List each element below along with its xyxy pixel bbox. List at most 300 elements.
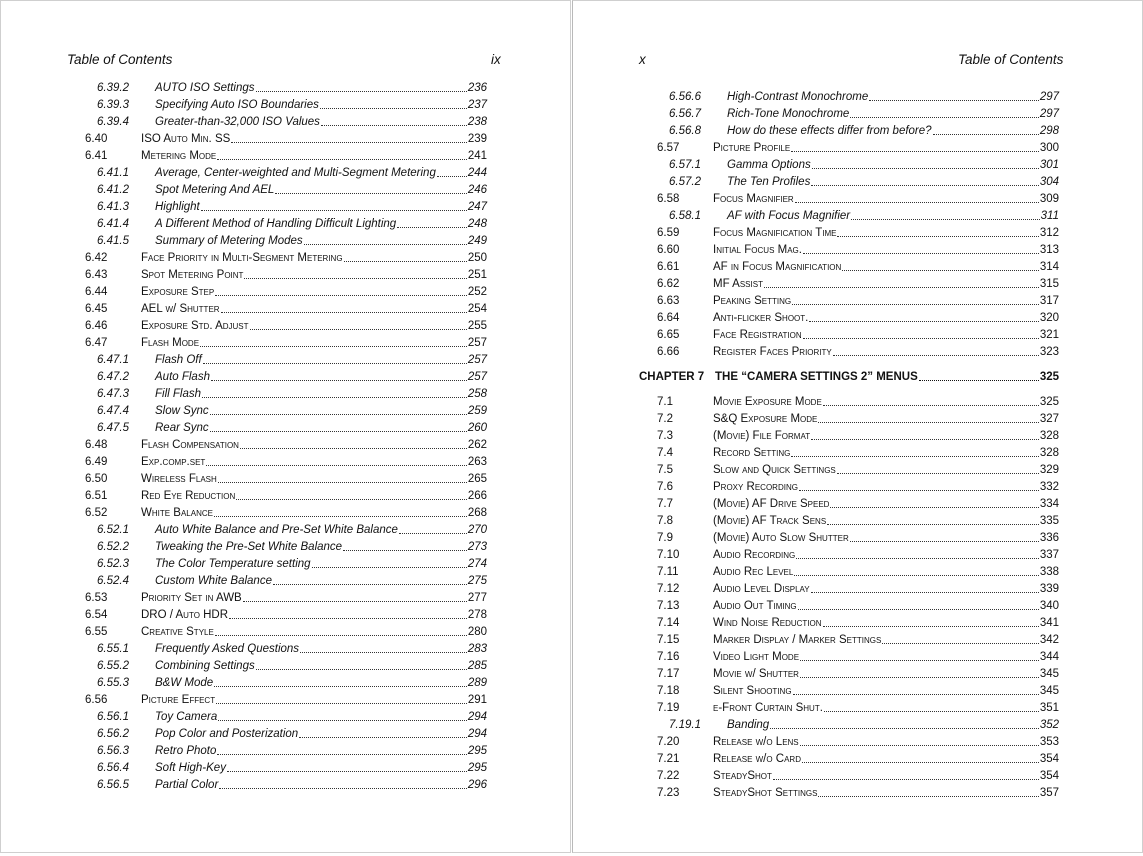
leader-dots — [399, 519, 467, 534]
toc-entry-title: AUTO ISO Settings — [155, 82, 255, 94]
toc-entry-title: Gamma Options — [727, 159, 811, 171]
toc-entry-number: 6.41.2 — [97, 184, 129, 196]
toc-entry-page: 309 — [1039, 193, 1059, 205]
toc-entry-page: 354 — [1039, 770, 1059, 782]
toc-entry-page: 298 — [1039, 125, 1059, 137]
toc-entry — [657, 783, 1059, 800]
toc-entry-title: Release w/o Lens — [713, 736, 799, 748]
toc-entry-title: Banding — [727, 719, 770, 731]
leader-dots — [203, 349, 467, 364]
leader-dots — [244, 264, 466, 279]
toc-entry-page: 351 — [1039, 702, 1059, 714]
leader-dots — [795, 188, 1039, 203]
toc-entry-page: 275 — [467, 575, 487, 587]
leader-dots — [218, 706, 467, 721]
leader-dots — [869, 86, 1039, 101]
toc-entry-number: 7.4 — [657, 447, 673, 459]
toc-entry-page: 248 — [467, 218, 487, 230]
toc-entry-page: 296 — [467, 779, 487, 791]
toc-entry — [657, 732, 1059, 749]
toc-entry-page: 238 — [467, 116, 487, 128]
toc-entry — [657, 223, 1059, 240]
toc-entry-page: 325 — [1039, 396, 1059, 408]
toc-entry-title: (Movie) Auto Slow Shutter — [713, 532, 849, 544]
leader-dots — [240, 434, 467, 449]
toc-entry-page: 289 — [467, 677, 487, 689]
toc-entry-number: 6.56.8 — [669, 125, 701, 137]
toc-entry-number: 6.52.2 — [97, 541, 129, 553]
toc-entry-number: 6.54 — [85, 609, 108, 621]
toc-entry — [669, 715, 1059, 732]
toc-entry — [657, 308, 1059, 325]
toc-entry-page: 335 — [1039, 515, 1059, 527]
toc-entry — [657, 681, 1059, 698]
leader-dots — [320, 94, 467, 109]
toc-entry — [97, 520, 487, 537]
toc-entry — [85, 265, 487, 282]
toc-entry — [657, 189, 1059, 206]
toc-entry — [85, 299, 487, 316]
toc-entry-title: B&W Mode — [155, 677, 214, 689]
toc-entry-page: 260 — [467, 422, 487, 434]
toc-entry-title: Toy Camera — [155, 711, 218, 723]
leader-dots — [231, 128, 467, 143]
toc-entry — [657, 630, 1059, 647]
leader-dots — [321, 111, 467, 126]
toc-entry-number: 6.47.1 — [97, 354, 129, 366]
toc-entry-number: 7.14 — [657, 617, 680, 629]
leader-dots — [243, 587, 467, 602]
toc-entry — [657, 240, 1059, 257]
toc-entry-number: 7.16 — [657, 651, 680, 663]
toc-entry-page: 295 — [467, 745, 487, 757]
toc-entry-number: 6.41.1 — [97, 167, 129, 179]
leader-dots — [764, 273, 1039, 288]
leader-dots — [882, 629, 1038, 644]
left-page — [0, 0, 571, 853]
toc-entry-number: 6.57.2 — [669, 176, 701, 188]
leader-dots — [799, 476, 1039, 491]
toc-entry — [85, 503, 487, 520]
toc-entry-page: 294 — [467, 711, 487, 723]
leader-dots — [256, 655, 467, 670]
toc-entry-page: 263 — [467, 456, 487, 468]
toc-entry-number: 7.10 — [657, 549, 680, 561]
leader-dots — [210, 417, 467, 432]
leader-dots — [842, 256, 1039, 271]
leader-dots — [437, 162, 467, 177]
toc-entry-number: 6.41 — [85, 150, 108, 162]
toc-entry-page: 320 — [1039, 312, 1059, 324]
toc-entry-title: Partial Color — [155, 779, 219, 791]
leader-dots — [250, 315, 467, 330]
toc-entry-title: Frequently Asked Questions — [155, 643, 300, 655]
toc-entry-title: Spot Metering And AEL — [155, 184, 275, 196]
toc-entry — [97, 707, 487, 724]
toc-entry-title: The Ten Profiles — [727, 176, 811, 188]
toc-entry-page: 323 — [1039, 346, 1059, 358]
leader-dots — [824, 697, 1039, 712]
toc-entry-title: Flash Mode — [141, 337, 200, 349]
leader-dots — [773, 765, 1039, 780]
toc-entry-page: 297 — [1039, 108, 1059, 120]
toc-entry-number: 7.5 — [657, 464, 673, 476]
right-page-number: x — [639, 52, 646, 67]
leader-dots — [791, 442, 1038, 457]
toc-entry-number: 6.48 — [85, 439, 108, 451]
toc-entry — [97, 197, 487, 214]
toc-entry-title: Initial Focus Mag. — [713, 244, 802, 256]
toc-entry — [85, 333, 487, 350]
toc-entry-number: 6.47.3 — [97, 388, 129, 400]
toc-entry — [657, 426, 1059, 443]
toc-entry — [85, 452, 487, 469]
toc-entry-title: Pop Color and Posterization — [155, 728, 299, 740]
toc-entry — [85, 588, 487, 605]
toc-entry — [97, 367, 487, 384]
toc-entry-page: 247 — [467, 201, 487, 213]
toc-entry — [669, 104, 1059, 121]
toc-entry — [657, 647, 1059, 664]
leader-dots — [210, 400, 467, 415]
toc-entry-title: MF Assist — [713, 278, 763, 290]
toc-entry-number: 6.47.2 — [97, 371, 129, 383]
toc-entry-number: 7.2 — [657, 413, 673, 425]
toc-entry-page: 317 — [1039, 295, 1059, 307]
leader-dots — [236, 485, 467, 500]
toc-entry-number: 6.47.4 — [97, 405, 129, 417]
toc-entry-page: 236 — [467, 82, 487, 94]
toc-entry — [97, 724, 487, 741]
toc-entry-title: (Movie) File Format — [713, 430, 811, 442]
toc-entry-page: 329 — [1039, 464, 1059, 476]
toc-entry-number: 6.65 — [657, 329, 680, 341]
toc-entry-title: Exposure Step — [141, 286, 215, 298]
leader-dots — [216, 689, 467, 704]
toc-entry — [657, 528, 1059, 545]
toc-entry-page: 313 — [1039, 244, 1059, 256]
toc-entry-title: Flash Off — [155, 354, 202, 366]
toc-entry-title: Picture Effect — [141, 694, 216, 706]
toc-entry-title: Spot Metering Point — [141, 269, 244, 281]
toc-entry-number: 7.17 — [657, 668, 680, 680]
toc-entry — [97, 418, 487, 435]
toc-entry — [657, 766, 1059, 783]
toc-entry-number: 6.58 — [657, 193, 680, 205]
leader-dots — [343, 536, 467, 551]
toc-entry-number: 6.50 — [85, 473, 108, 485]
toc-entry-number: 6.52.1 — [97, 524, 129, 536]
toc-entry-page: 354 — [1039, 753, 1059, 765]
toc-entry-page: 268 — [467, 507, 487, 519]
toc-entry-page: 270 — [467, 524, 487, 536]
toc-entry-page: 357 — [1039, 787, 1059, 799]
toc-entry-page: 280 — [467, 626, 487, 638]
toc-entry-page: 273 — [467, 541, 487, 553]
toc-entry — [657, 545, 1059, 562]
leader-dots — [202, 383, 467, 398]
toc-entry-page: 342 — [1039, 634, 1059, 646]
toc-entry-page: 239 — [467, 133, 487, 145]
leader-dots — [200, 332, 467, 347]
toc-entry-page: 250 — [467, 252, 487, 264]
leader-dots — [833, 341, 1039, 356]
toc-entry — [97, 554, 487, 571]
toc-entry — [97, 639, 487, 656]
right-page — [572, 0, 1143, 853]
toc-entry — [657, 460, 1059, 477]
toc-entry-title: SteadyShot — [713, 770, 772, 782]
toc-entry — [669, 155, 1059, 172]
toc-entry — [97, 571, 487, 588]
toc-entry-title: Flash Compensation — [141, 439, 239, 451]
toc-entry-number: 6.56 — [85, 694, 108, 706]
toc-entry — [85, 469, 487, 486]
toc-entry-page: 237 — [467, 99, 487, 111]
leader-dots — [837, 459, 1039, 474]
toc-entry-title: Focus Magnifier — [713, 193, 794, 205]
toc-entry-page: 277 — [467, 592, 487, 604]
toc-entry-title: Peaking Setting — [713, 295, 792, 307]
toc-entry-title: Register Faces Priority — [713, 346, 832, 358]
leader-dots — [206, 451, 467, 466]
toc-entry — [657, 613, 1059, 630]
toc-entry-title: Face Registration — [713, 329, 802, 341]
toc-entry-number: 6.47.5 — [97, 422, 129, 434]
toc-entry-number: CHAPTER 7 — [639, 371, 705, 383]
toc-entry-number: 6.63 — [657, 295, 680, 307]
toc-entry-page: 338 — [1039, 566, 1059, 578]
toc-entry-title: Anti-flicker Shoot. — [713, 312, 809, 324]
toc-entry-title: Combining Settings — [155, 660, 255, 672]
toc-entry-title: Greater-than-32,000 ISO Values — [155, 116, 320, 128]
toc-entry-title: Audio Level Display — [713, 583, 810, 595]
toc-entry-title: White Balance — [141, 507, 213, 519]
leader-dots — [809, 307, 1038, 322]
toc-entry-title: Wind Noise Reduction — [713, 617, 822, 629]
toc-entry-page: 341 — [1039, 617, 1059, 629]
toc-entry — [657, 409, 1059, 426]
toc-entry-number: 6.59 — [657, 227, 680, 239]
toc-entry-number: 6.57 — [657, 142, 680, 154]
toc-entry-title: The Color Temperature setting — [155, 558, 311, 570]
toc-entry-page: 266 — [467, 490, 487, 502]
toc-entry — [657, 511, 1059, 528]
toc-entry-number: 6.39.2 — [97, 82, 129, 94]
toc-entry-title: Record Setting — [713, 447, 791, 459]
toc-entry-title: Picture Profile — [713, 142, 791, 154]
toc-entry — [97, 384, 487, 401]
toc-entry-page: 339 — [1039, 583, 1059, 595]
toc-entry-number: 6.51 — [85, 490, 108, 502]
leader-dots — [811, 425, 1039, 440]
toc-entry-number: 7.23 — [657, 787, 680, 799]
right-header-title: Table of Contents — [958, 52, 1064, 67]
toc-entry — [97, 231, 487, 248]
toc-entry-title: Average, Center-weighted and Multi-Segment Metering — [155, 167, 436, 179]
leader-dots — [850, 103, 1039, 118]
leader-dots — [827, 510, 1039, 525]
toc-entry-page: 244 — [467, 167, 487, 179]
toc-entry-number: 6.55.2 — [97, 660, 129, 672]
toc-entry-number: 6.56.3 — [97, 745, 129, 757]
toc-entry-page: 321 — [1039, 329, 1059, 341]
leader-dots — [818, 782, 1038, 797]
leader-dots — [803, 239, 1039, 254]
toc-entry-title: SteadyShot Settings — [713, 787, 818, 799]
toc-entry-title: Movie Exposure Mode — [713, 396, 822, 408]
toc-entry — [657, 698, 1059, 715]
toc-entry-title: Wireless Flash — [141, 473, 217, 485]
toc-entry-page: 315 — [1039, 278, 1059, 290]
toc-entry-title: Audio Out Timing — [713, 600, 797, 612]
toc-entry-title: THE “CAMERA SETTINGS 2” MENUS — [715, 371, 918, 383]
toc-entry-number: 7.8 — [657, 515, 673, 527]
leader-dots — [823, 612, 1039, 627]
leader-dots — [791, 137, 1039, 152]
leader-dots — [201, 196, 467, 211]
toc-entry-page: 340 — [1039, 600, 1059, 612]
toc-entry-title: Fill Flash — [155, 388, 202, 400]
toc-entry-page: 274 — [467, 558, 487, 570]
toc-entry-number: 6.39.4 — [97, 116, 129, 128]
toc-entry-title: Custom White Balance — [155, 575, 272, 587]
toc-entry-title: AEL w/ Shutter — [141, 303, 220, 315]
toc-entry — [97, 214, 487, 231]
leader-dots — [933, 120, 1039, 135]
leader-dots — [300, 638, 467, 653]
toc-entry-title: Priority Set in AWB — [141, 592, 242, 604]
toc-entry — [85, 486, 487, 503]
toc-entry — [97, 350, 487, 367]
toc-entry-number: 6.41.5 — [97, 235, 129, 247]
toc-entry-title: Focus Magnification Time — [713, 227, 837, 239]
toc-entry-title: Highlight — [155, 201, 200, 213]
toc-entry — [657, 494, 1059, 511]
toc-entry — [657, 562, 1059, 579]
toc-entry-page: 297 — [1039, 91, 1059, 103]
toc-entry — [97, 112, 487, 129]
leader-dots — [221, 298, 467, 313]
toc-entry-number: 6.42 — [85, 252, 108, 264]
toc-entry — [669, 206, 1059, 223]
toc-entry-title: (Movie) AF Drive Speed — [713, 498, 830, 510]
toc-entry-title: Retro Photo — [155, 745, 217, 757]
toc-entry-number: 7.20 — [657, 736, 680, 748]
toc-entry-number: 7.13 — [657, 600, 680, 612]
toc-entry-number: 7.11 — [657, 566, 679, 578]
leader-dots — [792, 290, 1039, 305]
leader-dots — [837, 222, 1038, 237]
leader-dots — [256, 77, 467, 92]
leader-dots — [312, 553, 467, 568]
toc-entry-title: AF with Focus Magnifier — [727, 210, 851, 222]
toc-entry-page: 352 — [1039, 719, 1059, 731]
toc-entry-title: Silent Shooting — [713, 685, 792, 697]
leader-dots — [818, 408, 1038, 423]
leader-dots — [275, 179, 466, 194]
toc-entry-number: 6.60 — [657, 244, 680, 256]
toc-entry-page: 249 — [467, 235, 487, 247]
toc-entry-number: 6.44 — [85, 286, 108, 298]
toc-entry — [657, 138, 1059, 155]
toc-entry-page: 283 — [467, 643, 487, 655]
toc-entry-title: Specifying Auto ISO Boundaries — [155, 99, 319, 111]
toc-entry — [657, 257, 1059, 274]
toc-entry — [85, 605, 487, 622]
toc-entry-number: 6.52 — [85, 507, 108, 519]
leader-dots — [229, 604, 467, 619]
leader-dots — [304, 230, 467, 245]
toc-entry-page: 334 — [1039, 498, 1059, 510]
toc-entry-title: Face Priority in Multi-Segment Metering — [141, 252, 343, 264]
toc-entry — [97, 95, 487, 112]
toc-entry-title: S&Q Exposure Mode — [713, 413, 818, 425]
left-header-title: Table of Contents — [67, 52, 173, 67]
toc-entry-number: 7.9 — [657, 532, 673, 544]
toc-entry-page: 257 — [467, 337, 487, 349]
toc-entry-number: 7.3 — [657, 430, 673, 442]
toc-entry — [97, 673, 487, 690]
toc-entry-number: 7.22 — [657, 770, 680, 782]
toc-entry-number: 6.55.3 — [97, 677, 129, 689]
toc-entry — [669, 172, 1059, 189]
leader-dots — [214, 502, 467, 517]
toc-entry-page: 328 — [1039, 430, 1059, 442]
toc-entry-title: Slow and Quick Settings — [713, 464, 836, 476]
toc-entry-page: 241 — [467, 150, 487, 162]
toc-entry — [657, 392, 1059, 409]
toc-entry-number: 6.47 — [85, 337, 108, 349]
toc-entry-number: 6.39.3 — [97, 99, 129, 111]
toc-entry-title: How do these effects differ from before? — [727, 125, 932, 137]
leader-dots — [397, 213, 467, 228]
toc-entry-number: 6.57.1 — [669, 159, 701, 171]
toc-entry — [657, 596, 1059, 613]
toc-entry-page: 304 — [1039, 176, 1059, 188]
leader-dots — [812, 154, 1039, 169]
leader-dots — [273, 570, 467, 585]
toc-entry-number: 6.55 — [85, 626, 108, 638]
toc-entry-number: 6.53 — [85, 592, 108, 604]
leader-dots — [217, 740, 466, 755]
toc-entry-number: 6.56.2 — [97, 728, 129, 740]
toc-entry — [85, 248, 487, 265]
toc-entry-number: 6.56.7 — [669, 108, 701, 120]
toc-entry — [97, 758, 487, 775]
toc-entry-number: 6.46 — [85, 320, 108, 332]
toc-entry-page: 259 — [467, 405, 487, 417]
leader-dots — [800, 646, 1039, 661]
toc-entry-number: 7.6 — [657, 481, 673, 493]
leader-dots — [800, 663, 1039, 678]
toc-entry-title: High-Contrast Monochrome — [727, 91, 869, 103]
toc-entry — [669, 121, 1059, 138]
toc-entry-title: DRO / Auto HDR — [141, 609, 229, 621]
toc-entry-number: 6.52.3 — [97, 558, 129, 570]
toc-entry-page: 345 — [1039, 685, 1059, 697]
toc-entry-page: 327 — [1039, 413, 1059, 425]
leader-dots — [215, 281, 467, 296]
toc-entry — [97, 656, 487, 673]
toc-entry-number: 6.64 — [657, 312, 680, 324]
toc-entry-page: 251 — [467, 269, 487, 281]
leader-dots — [215, 621, 467, 636]
toc-entry-title: e-Front Curtain Shut. — [713, 702, 823, 714]
toc-entry-title: Exposure Std. Adjust — [141, 320, 249, 332]
leader-dots — [823, 391, 1039, 406]
toc-entry-page: 301 — [1039, 159, 1059, 171]
